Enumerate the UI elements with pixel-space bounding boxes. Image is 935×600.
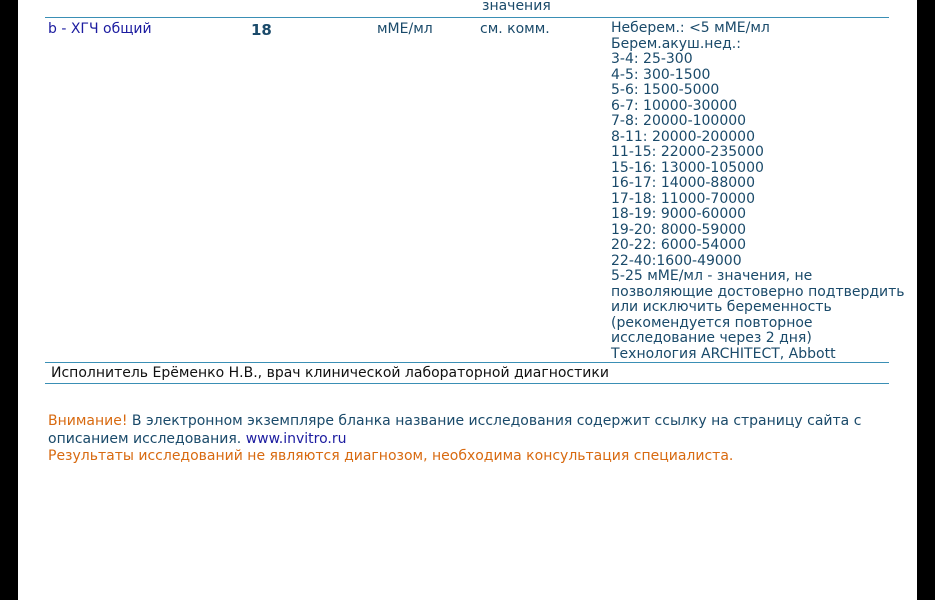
reference-line: 11-15: 22000-235000 — [611, 144, 764, 160]
reference-line: Берем.акуш.нед.: — [611, 35, 741, 52]
reference-values — [611, 20, 905, 362]
notice-text: В электронном экземпляре бланка название исследования содержит ссылку на страницу сайта с описанием исследования. — [48, 413, 862, 447]
notice-paragraph — [48, 412, 898, 448]
reference-line: 18-19: 9000-60000 — [611, 206, 747, 222]
result-comment: см. комм. — [480, 21, 550, 37]
reference-line: 22-40:1600-49000 — [611, 252, 742, 269]
result-units: мМЕ/мл — [377, 21, 433, 37]
lab-report-page — [18, 0, 917, 600]
performer-signature: Исполнитель Ерёменко Н.В., врач клинической лабораторной диагностики — [51, 365, 609, 381]
reference-line: или исключить беременность — [611, 299, 832, 315]
test-name-link[interactable]: b - ХГЧ общий — [48, 21, 152, 37]
warning-label: Внимание! — [48, 413, 128, 429]
reference-line: 8-11: 20000-200000 — [611, 128, 755, 145]
reference-line: 16-17: 14000-88000 — [611, 175, 755, 191]
reference-line: 5-25 мМЕ/мл - значения, не — [611, 268, 813, 284]
reference-line: 5-6: 1500-5000 — [611, 82, 720, 98]
reference-line: 3-4: 25-300 — [611, 51, 693, 67]
reference-line: 19-20: 8000-59000 — [611, 221, 747, 238]
disclaimer-text: Результаты исследований не являются диагнозом, необходима консультация специалиста. — [48, 448, 734, 464]
reference-line: (рекомендуется повторное — [611, 314, 813, 331]
invitro-site-link[interactable]: www.invitro.ru — [245, 431, 347, 447]
result-value: 18 — [251, 21, 272, 39]
reference-line: 15-16: 13000-105000 — [611, 159, 764, 176]
reference-line: позволяющие достоверно подтвердить — [611, 283, 905, 300]
reference-line: 6-7: 10000-30000 — [611, 97, 738, 114]
reference-line: Технология ARCHITECT, Abbott — [611, 345, 836, 362]
reference-line: Неберем.: <5 мМЕ/мл — [611, 20, 770, 36]
reference-line: 7-8: 20000-100000 — [611, 113, 747, 129]
table-top-rule — [45, 17, 889, 18]
reference-line: исследование через 2 дня) — [611, 330, 812, 346]
column-header-reference-fragment: значения — [482, 0, 551, 14]
performer-rule — [45, 383, 889, 384]
reference-line: 20-22: 6000-54000 — [611, 237, 747, 253]
table-bottom-rule — [45, 362, 889, 363]
reference-line: 4-5: 300-1500 — [611, 66, 711, 83]
reference-line: 17-18: 11000-70000 — [611, 190, 755, 207]
